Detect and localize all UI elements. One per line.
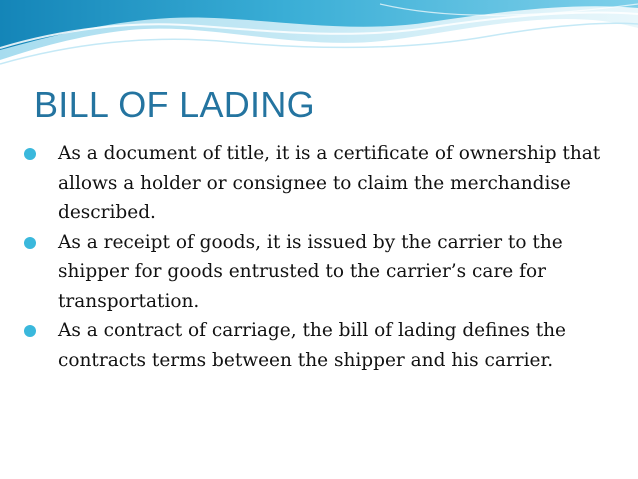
bullet-text: As a receipt of goods, it is issued by the carrier to the shipper for goods entrusted to the carrier’s care for transportation.	[58, 231, 563, 312]
bullet-text: As a contract of carriage, the bill of lading defines the contracts terms between the shipper and his carrier.	[58, 320, 567, 371]
bullet-item	[20, 228, 616, 317]
bullet-list	[20, 139, 616, 375]
bullet-item	[20, 316, 616, 375]
bullet-icon	[24, 148, 36, 160]
header-wave-decoration	[0, 0, 638, 78]
wave-band-main	[0, 0, 638, 50]
slide-title: BILL OF LADING	[34, 84, 315, 125]
bullet-icon	[24, 237, 36, 249]
bullet-text: As a document of title, it is a certificate of ownership that allows a holder or consignee to claim the merchandise described.	[58, 143, 601, 223]
bullet-item	[20, 139, 616, 228]
bullet-icon	[24, 325, 36, 337]
